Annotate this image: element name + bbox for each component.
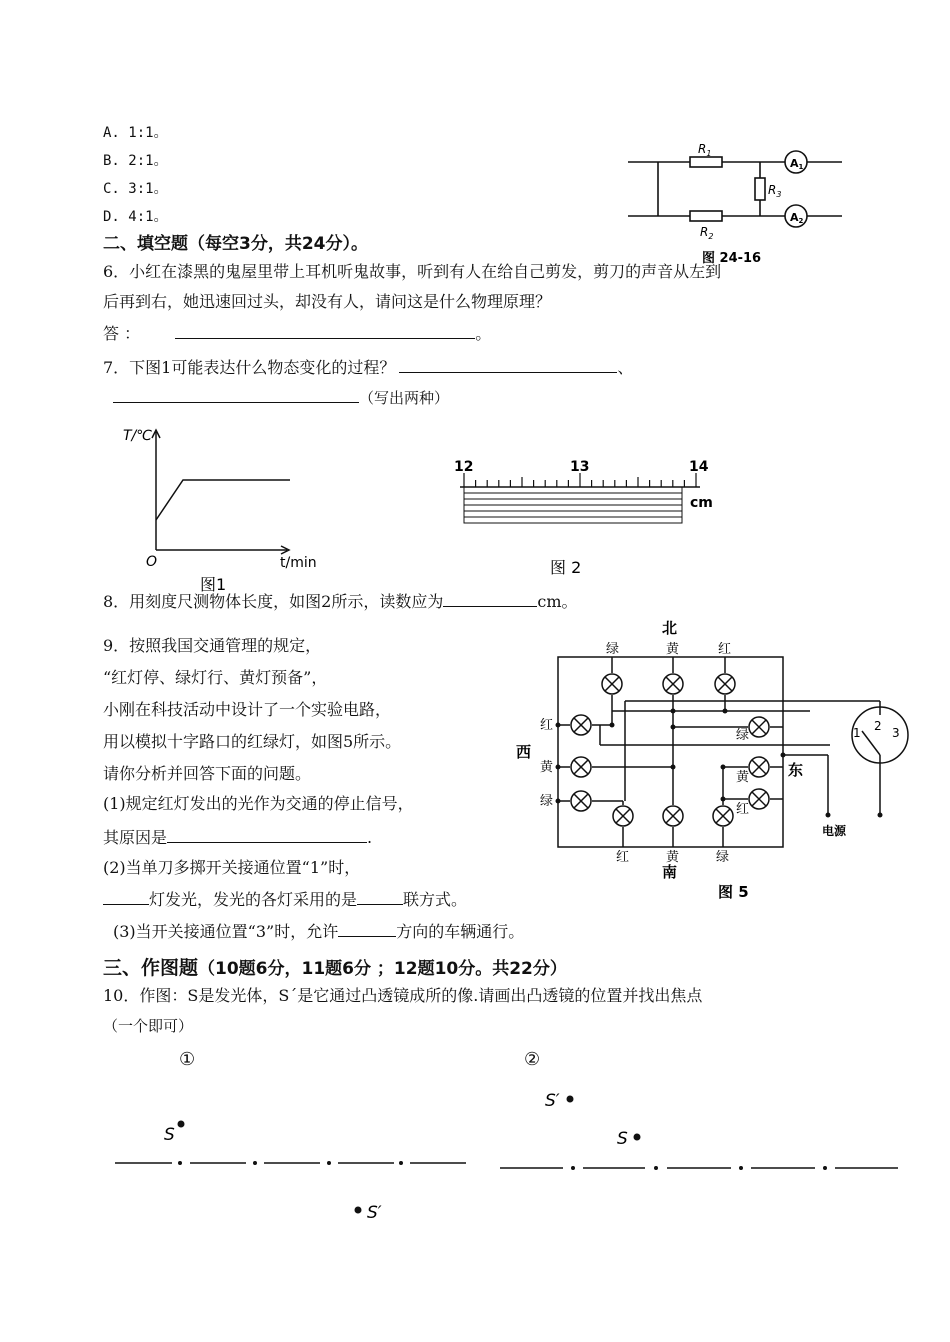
fig5-right-yellow: 黄	[736, 770, 750, 785]
q10-1-s-point	[178, 1121, 185, 1128]
switch-pos-3: 3	[892, 726, 900, 740]
lamp-icon	[602, 674, 622, 694]
q7-blank-1[interactable]	[399, 356, 617, 373]
q9-part3: (3)当开关接通位置“3”时，允许 方向的车辆通行。	[113, 922, 525, 941]
ruler-tick-12: 12	[454, 459, 474, 475]
ruler-tick-13: 13	[570, 459, 590, 475]
q9-line1: 9．按照我国交通管理的规定，	[103, 636, 322, 655]
q6-answer-label: 答 ：	[103, 324, 141, 343]
q10-1-s-prime-label: S′	[367, 1203, 382, 1223]
q10-1-s-prime-point	[355, 1207, 362, 1214]
fig5-bottom-yellow: 黄	[666, 850, 680, 865]
figure-24-16-caption: 图 24-16	[702, 251, 762, 266]
fig5-left-green: 绿	[540, 794, 554, 809]
fig5-right-green: 绿	[736, 728, 750, 743]
q7-line2: （写出两种）	[113, 386, 449, 408]
lamp-icon	[713, 806, 733, 826]
section-2-heading: 二、填空题（每空3分，共24分）。	[103, 234, 368, 254]
q9-line5: 请你分析并回答下面的问题。	[103, 764, 312, 783]
fig2-caption: 图 2	[550, 558, 582, 577]
switch-pos-2: 2	[874, 719, 882, 733]
q7-blank-2[interactable]	[113, 386, 359, 403]
q9-part2: (2)当单刀多掷开关接通位置“1”时，	[103, 858, 361, 877]
q9-line3: 小刚在科技活动中设计了一个实验电路，	[103, 700, 392, 719]
lamp-icon	[571, 791, 591, 811]
q6-line2: 后再到右，她迅速回过头，却没有人，请问这是什么物理原理？	[103, 292, 552, 311]
fig1-xlabel: t/min	[280, 555, 317, 571]
q10-fig-b-label: ②	[524, 1049, 541, 1070]
q9-part1: (1)规定红灯发出的光作为交通的停止信号，	[103, 794, 414, 813]
q10-line1: 10．作图：S是发光体，S´是它通过凸透镜成所的像.请画出凸透镜的位置并找出焦点	[103, 986, 703, 1005]
r1-label: $R_1$	[698, 142, 712, 158]
fig5-east: 东	[788, 761, 804, 779]
q10-2-s-label: S	[617, 1129, 628, 1149]
q6-answer-blank[interactable]	[175, 322, 475, 339]
q9-lamp-blank[interactable]	[103, 888, 149, 905]
lamp-icon	[663, 674, 683, 694]
fig5-north: 北	[662, 619, 678, 637]
fig5-left-yellow: 黄	[540, 760, 554, 775]
q8: 8．用刻度尺测物体长度，如图2所示，读数应为 cm。	[103, 592, 578, 611]
fig5-bottom-red: 红	[616, 850, 630, 865]
figure-1-graph	[115, 420, 335, 600]
circuit-figure-24-16	[620, 138, 850, 268]
q6-line1: 6．小红在漆黑的鬼屋里带上耳机听鬼故事，听到有人在给自己剪发，剪刀的声音从左到	[103, 262, 722, 281]
fig5-left-red: 红	[540, 718, 554, 733]
fig5-power: 电源	[822, 824, 847, 838]
fig5-right-red: 红	[736, 802, 750, 817]
q10-drawing-1	[110, 1110, 480, 1230]
r2-label: $R_2$	[700, 225, 714, 241]
ruler-tick-14: 14	[689, 459, 709, 475]
switch-pos-1: 1	[853, 726, 861, 740]
q9-direction-blank[interactable]	[338, 920, 396, 937]
q9-line2: “红灯停、绿灯行、黄灯预备”，	[103, 668, 328, 687]
q9-connection-blank[interactable]	[357, 888, 403, 905]
figure-5-traffic-circuit	[510, 615, 910, 915]
figure-2-ruler	[450, 455, 730, 585]
fig5-top-green: 绿	[606, 642, 620, 657]
r3-label: $R_3$	[768, 183, 782, 199]
q9-reason-blank[interactable]	[167, 826, 367, 843]
q6-answer: 答 ： 。	[103, 324, 492, 343]
q10-drawing-2	[495, 1080, 915, 1190]
lamp-icon	[571, 757, 591, 777]
q9-part1b: 其原因是 .	[103, 828, 373, 847]
fig5-bottom-green: 绿	[716, 850, 730, 865]
lamp-icon	[663, 806, 683, 826]
fig5-caption: 图 5	[718, 883, 749, 901]
fig5-top-red: 红	[718, 642, 732, 657]
choice-b: B. 2:1。	[103, 153, 168, 169]
q10-fig-a-label: ①	[179, 1049, 196, 1070]
q10-1-s-label: S	[164, 1125, 175, 1145]
lamp-icon	[571, 715, 591, 735]
ruler-unit: cm	[690, 495, 713, 511]
choice-c: C. 3:1。	[103, 181, 168, 197]
lamp-icon	[749, 789, 769, 809]
q8-blank[interactable]	[443, 590, 537, 607]
q10-2-s-prime-label: S′	[545, 1091, 560, 1111]
q10-2-s-point	[634, 1134, 641, 1141]
q9-part2b: 灯发光，发光的各灯采用的是 联方式。	[103, 888, 467, 910]
section-3-heading: 三、作图题（10题6分，11题6分 ；12题10分。共22分）	[103, 957, 567, 979]
ammeter-a2-label: A2	[790, 211, 804, 225]
fig5-west: 西	[516, 743, 532, 761]
q9-line4: 用以模拟十字路口的红绿灯，如图5所示。	[103, 732, 402, 751]
lamp-icon	[749, 717, 769, 737]
q7-line1: 7．下图1可能表达什么物态变化的过程？ 、	[103, 358, 634, 377]
ammeter-a1-label: A1	[790, 157, 804, 171]
q10-line2: （一个即可）	[103, 1017, 194, 1035]
lamp-icon	[749, 757, 769, 777]
choice-a: A. 1:1。	[103, 125, 168, 141]
choice-d: D. 4:1。	[103, 209, 168, 225]
fig5-top-yellow: 黄	[666, 642, 680, 657]
fig1-ylabel: T/℃	[123, 428, 152, 444]
fig1-caption: 图1	[200, 575, 227, 594]
fig1-origin: O	[146, 554, 158, 570]
lamp-icon	[715, 674, 735, 694]
fig5-south: 南	[662, 863, 678, 881]
q10-2-s-prime-point	[567, 1096, 574, 1103]
lamp-icon	[613, 806, 633, 826]
